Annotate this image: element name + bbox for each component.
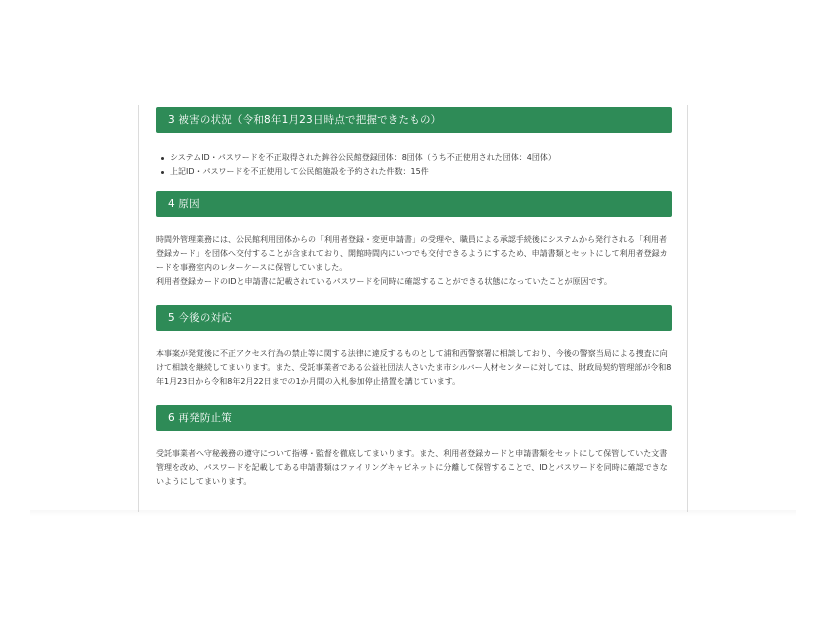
list-item (160, 151, 672, 165)
cause-paragraph: 時間外管理業務には、公民館利用団体からの「利用者登録・変更申請書」の受理や、職員による承認手続後にシステムから発行される「利用者登録カード」を団体へ交付することが含まれており、開館時間内にいつでも交付できるようにするため、申請書類とセットにして利用者登録カードを事務室内のレターケースに保管していました。 (156, 235, 668, 272)
bullet-icon (161, 157, 164, 160)
section-heading-future-response: 5 今後の対応 (156, 305, 672, 331)
bullet-text: システムID・パスワードを不正取得された鉾谷公民館登録団体：8団体（うち不正使用された団体：4団体） (170, 153, 556, 162)
cause-paragraph: 利用者登録カードのIDと申請書に記載されているパスワードを同時に確認することができる状態になっていたことが原因です。 (156, 277, 612, 286)
list-item (160, 165, 672, 179)
bullet-icon (161, 171, 164, 174)
section-heading-damage-status: 3 被害の状況（令和8年1月23日時点で把握できたもの） (156, 107, 672, 133)
damage-bullet-list (156, 151, 672, 179)
section-heading-prevention: 6 再発防止策 (156, 405, 672, 431)
bullet-text: 上記ID・パスワードを不正使用して公民館施設を予約された件数：15件 (170, 167, 429, 176)
article-content (138, 105, 688, 512)
prevention-paragraph: 受託事業者へ守秘義務の遵守について指導・監督を徹底してまいります。また、利用者登録カードと申請書類をセットにして保管していた文書管理を改め、パスワードを記載してある申請書類はファイリングキャビネットに分離して保管することで、IDとパスワードを同時に確認できないようにしてまいります。 (156, 449, 668, 486)
article-body (156, 107, 672, 489)
divider (30, 510, 796, 516)
future-response-paragraph: 本事案が発覚後に不正アクセス行為の禁止等に関する法律に違反するものとして浦和西警察署に相談しており、今後の警察当局による捜査に向けて相談を継続してまいります。また、受託事業者である公益社団法人さいたま市シルバー人材センターに対しては、財政局契約管理部が令和8年1月23日から令和8年2月22日までの1か月間の入札参加停止措置を講じています。 (156, 349, 672, 386)
section-heading-cause: 4 原因 (156, 191, 672, 217)
